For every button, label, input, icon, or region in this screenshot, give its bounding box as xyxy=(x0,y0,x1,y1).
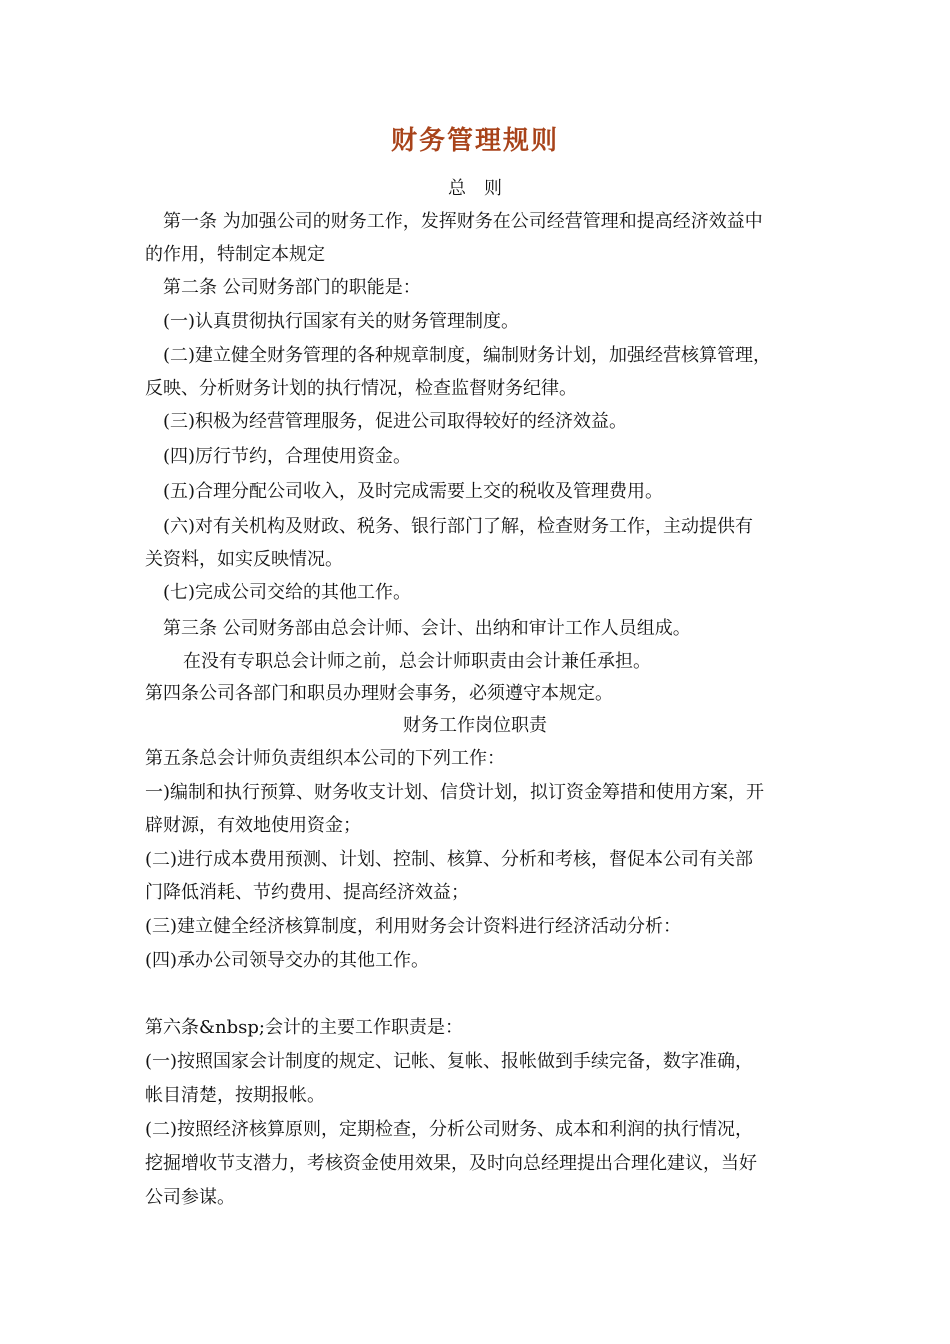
paragraph-line: 关资料，如实反映情况。 xyxy=(145,549,343,570)
paragraph-line: (二)进行成本费用预测、计划、控制、核算、分析和考核，督促本公司有关部 xyxy=(145,849,754,870)
paragraph-line: (六)对有关机构及财政、税务、银行部门了解，检查财务工作，主动提供有 xyxy=(163,516,754,537)
paragraph-line: (四)厉行节约，合理使用资金。 xyxy=(163,446,412,467)
paragraph-line: 帐目清楚，按期报帐。 xyxy=(145,1085,325,1106)
paragraph-line: 的作用，特制定本规定 xyxy=(145,244,325,265)
paragraph-line: (三)积极为经营管理服务，促进公司取得较好的经济效益。 xyxy=(163,411,628,432)
paragraph-line: 辟财源，有效地使用资金； xyxy=(145,815,361,836)
paragraph-line: 第五条总会计师负责组织本公司的下列工作： xyxy=(145,748,505,769)
paragraph-line: (二)建立健全财务管理的各种规章制度，编制财务计划，加强经营核算管理， xyxy=(163,345,772,366)
paragraph-line: (七)完成公司交给的其他工作。 xyxy=(163,582,412,603)
paragraph-line: (一)按照国家会计制度的规定、记帐、复帐、报帐做到手续完备，数字准确， xyxy=(145,1051,754,1072)
paragraph-line: 反映、分析财务计划的执行情况，检查监督财务纪律。 xyxy=(145,378,577,399)
paragraph-line: 第三条 公司财务部由总会计师、会计、出纳和审计工作人员组成。 xyxy=(163,618,691,639)
paragraph-line: (一)认真贯彻执行国家有关的财务管理制度。 xyxy=(163,311,520,332)
paragraph-line: 第二条 公司财务部门的职能是： xyxy=(163,277,421,298)
paragraph-line: (五)合理分配公司收入，及时完成需要上交的税收及管理费用。 xyxy=(163,481,664,502)
paragraph-line: (三)建立健全经济核算制度，利用财务会计资料进行经济活动分析： xyxy=(145,916,682,937)
paragraph-line: 第四条公司各部门和职员办理财会事务，必须遵守本规定。 xyxy=(145,683,613,704)
document-title: 财务管理规则 xyxy=(390,126,559,156)
paragraph-line: (四)承办公司领导交办的其他工作。 xyxy=(145,950,430,971)
section-heading-duties: 财务工作岗位职责 xyxy=(403,715,547,736)
paragraph-line: 挖掘增收节支潜力，考核资金使用效果，及时向总经理提出合理化建议，当好 xyxy=(145,1153,757,1174)
section-heading-general: 总 则 xyxy=(448,178,502,199)
paragraph-line: 第六条&nbsp;会计的主要工作职责是： xyxy=(145,1017,463,1038)
paragraph-line: 一)编制和执行预算、财务收支计划、信贷计划，拟订资金筹措和使用方案，开 xyxy=(145,782,765,803)
paragraph-line: 门降低消耗、节约费用、提高经济效益； xyxy=(145,882,469,903)
paragraph-line: 第一条 为加强公司的财务工作，发挥财务在公司经营管理和提高经济效益中 xyxy=(163,211,763,232)
paragraph-line: (二)按照经济核算原则，定期检查，分析公司财务、成本和利润的执行情况， xyxy=(145,1119,754,1140)
paragraph-line: 公司参谋。 xyxy=(145,1187,235,1208)
paragraph-line: 在没有专职总会计师之前，总会计师职责由会计兼任承担。 xyxy=(183,651,651,672)
